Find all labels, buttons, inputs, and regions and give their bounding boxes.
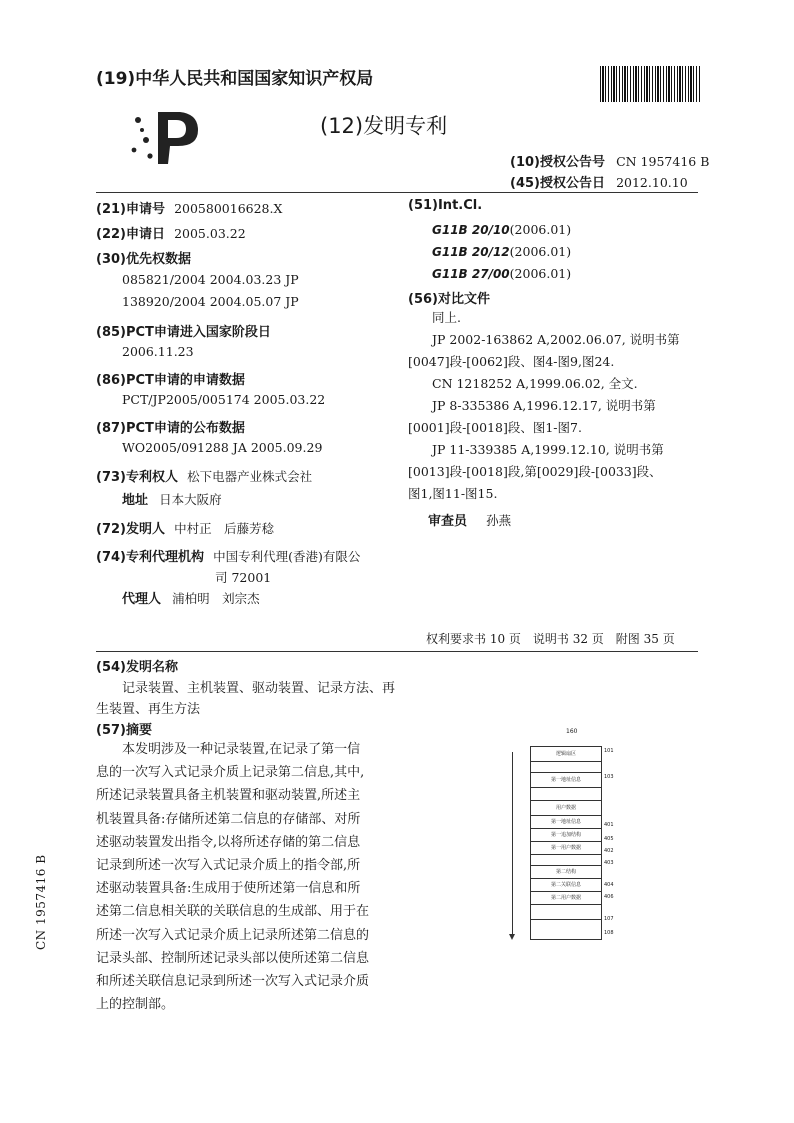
figure-block: 第一用户数据: [531, 842, 601, 855]
agent-label: 代理人: [122, 592, 162, 607]
side-pub-number: CN 1957416 B: [34, 854, 48, 950]
figure-spacer: [531, 788, 601, 801]
intcl-label: (51)Int.Cl.: [408, 198, 483, 213]
app-number-row: [96, 198, 282, 217]
cited-line: 同上.: [432, 310, 461, 325]
pct-entry-date: 2006.11.23: [122, 344, 194, 359]
pct-entry-label: (85)PCT申请进入国家阶段日: [96, 325, 271, 340]
patentee: 松下电器产业株式会社: [187, 469, 313, 484]
agency-row: [96, 546, 360, 565]
figure-ref: 107: [604, 916, 614, 922]
barcode: [600, 66, 700, 102]
figure-ref: 405: [604, 836, 614, 842]
pct-app-label: (86)PCT申请的申请数据: [96, 373, 245, 388]
ipc-version: (2006.01): [509, 244, 572, 259]
abstract-line: 述第二信息相关联的关联信息的生成部、用于在: [96, 904, 370, 920]
figure-ref: 108: [604, 930, 614, 936]
abstract-line: 机装置具备:存储所述第二信息的存储部、对所: [96, 811, 361, 827]
pct-app-data: PCT/JP2005/005174 2005.03.22: [122, 392, 326, 407]
abstract-line: 述驱动装置发出指令,以将所述存储的第二信息: [96, 834, 361, 850]
pct-pub-label: (87)PCT申请的公布数据: [96, 421, 245, 436]
agency-cont: 司 72001: [215, 570, 272, 585]
abstract-label: (57)摘要: [96, 723, 152, 738]
sipo-logo: [128, 106, 204, 168]
pub-date-row: [510, 172, 688, 191]
inventor-label: (72)发明人: [96, 522, 165, 537]
figure-spacer: [531, 855, 601, 866]
figure-block: 第二关联信息: [531, 879, 601, 892]
ipc-code: G11B 20/12: [432, 245, 510, 259]
abstract-line: 所述记录装置具备主机装置和驱动装置,所述主: [96, 788, 361, 804]
abstract-line: 息的一次写入式记录介质上记录第二信息,其中,: [96, 765, 365, 781]
agency: 中国专利代理(香港)有限公: [213, 549, 361, 564]
pub-date: 2012.10.10: [616, 175, 688, 190]
summary-rule: [96, 651, 698, 652]
app-number-label: (21)申请号: [96, 202, 165, 217]
ipc-row-2: [432, 241, 571, 260]
figure-block: 第一地址信息: [531, 816, 601, 829]
examiner-row: [428, 510, 511, 529]
ipc-version: (2006.01): [509, 222, 572, 237]
address-row: [122, 489, 222, 508]
address-label: 地址: [122, 493, 149, 508]
figure-ref: 404: [604, 882, 614, 888]
ipc-code: G11B 20/10: [432, 223, 510, 237]
patentee-label: (73)专利权人: [96, 470, 178, 485]
figure-spacer: [531, 762, 601, 773]
abstract-line: 和所述关联信息记录到所述一次写入式记录介质: [96, 974, 370, 990]
patentee-row: [96, 466, 312, 485]
invention-title-line1: 记录装置、主机装置、驱动装置、记录方法、再: [122, 681, 396, 696]
figure-top-label: 160: [566, 728, 578, 735]
app-date: 2005.03.22: [174, 226, 246, 241]
app-date-label: (22)申请日: [96, 227, 165, 242]
priority-2: 138920/2004 2004.05.07 JP: [122, 294, 299, 309]
figure-spacer: [531, 920, 601, 934]
priority-1: 085821/2004 2004.03.23 JP: [122, 272, 299, 287]
abstract-line: 述驱动装置具备:生成用于使所述第一信息和所: [96, 881, 361, 897]
figure-ref: 406: [604, 894, 614, 900]
inventor-row: [96, 518, 274, 537]
figure-axis: [512, 752, 513, 938]
figure-block: 第一地址信息: [531, 773, 601, 788]
cited-line: 图1,图11-图15.: [408, 486, 498, 501]
inventors: 中村正 后藤芳稔: [174, 521, 275, 536]
examiner: 孙燕: [486, 513, 512, 528]
figure-stack: [530, 746, 602, 940]
cited-line: JP 11-339385 A,1999.12.10, 说明书第: [432, 442, 664, 457]
ipc-row-1: [432, 219, 571, 238]
figure-block: 第二结构: [531, 866, 601, 879]
pct-pub-data: WO2005/091288 JA 2005.09.29: [122, 440, 323, 455]
abstract-line: 本发明涉及一种记录装置,在记录了第一信: [96, 742, 361, 757]
ipc-row-3: [432, 263, 571, 282]
address: 日本大阪府: [159, 492, 222, 507]
figure-block: 逻辑扇区: [531, 747, 601, 762]
abstract-text: [96, 738, 396, 1016]
doc-type: (12)发明专利: [320, 114, 448, 138]
cited-line: [0013]段-[0018]段,第[0029]段-[0033]段、: [408, 464, 662, 479]
cited-line: JP 8-335386 A,1996.12.17, 说明书第: [432, 398, 656, 413]
abstract-line: 记录头部、控制所述记录头部以使所述第二信息: [96, 950, 370, 966]
figure-ref: 101: [604, 748, 614, 754]
agency-label: (74)专利代理机构: [96, 550, 204, 565]
ipc-code: G11B 27/00: [432, 267, 510, 281]
figure-axis-arrow: [509, 934, 515, 940]
cited-line: [0047]段-[0062]段、图4-图9,图24.: [408, 354, 615, 369]
app-date-row: [96, 223, 246, 242]
cited-line: JP 2002-163862 A,2002.06.07, 说明书第: [432, 332, 680, 347]
agent-row: [122, 588, 260, 607]
figure-ref: 402: [604, 848, 614, 854]
pub-number-row: [510, 151, 709, 170]
title-label: (54)发明名称: [96, 660, 178, 675]
pub-date-label: (45)授权公告日: [510, 176, 605, 191]
pub-number: CN 1957416 B: [616, 154, 710, 169]
pub-number-label: (10)授权公告号: [510, 155, 605, 170]
figure-block: 第二用户数据: [531, 892, 601, 905]
office-name: (19)中华人民共和国国家知识产权局: [96, 69, 374, 89]
pages-summary: 权利要求书 10 页 说明书 32 页 附图 35 页: [426, 632, 675, 646]
figure-block: 第一追加结构: [531, 829, 601, 842]
priority-label: (30)优先权数据: [96, 252, 191, 267]
agents: 浦柏明 刘宗杰: [172, 591, 260, 606]
figure-ref: 403: [604, 860, 614, 866]
cited-line: [0001]段-[0018]段、图1-图7.: [408, 420, 582, 435]
invention-title-line2: 生装置、再生方法: [96, 702, 201, 717]
abstract-line: 所述一次写入式记录介质上记录所述第二信息的: [96, 927, 370, 943]
app-number: 200580016628.X: [174, 201, 283, 216]
cited-label: (56)对比文件: [408, 292, 490, 307]
abstract-line: 记录到所述一次写入式记录介质上的指令部,所: [96, 858, 361, 874]
figure-spacer: [531, 905, 601, 920]
figure-ref: 103: [604, 774, 614, 780]
ipc-version: (2006.01): [509, 266, 572, 281]
abstract-line: 上的控制部。: [96, 997, 175, 1013]
figure-block: 用户数据: [531, 801, 601, 816]
header-rule: [96, 192, 698, 193]
figure-ref: 401: [604, 822, 614, 828]
abstract-figure: [500, 728, 620, 940]
examiner-label: 审查员: [428, 514, 468, 529]
cited-line: CN 1218252 A,1999.06.02, 全文.: [432, 376, 638, 391]
